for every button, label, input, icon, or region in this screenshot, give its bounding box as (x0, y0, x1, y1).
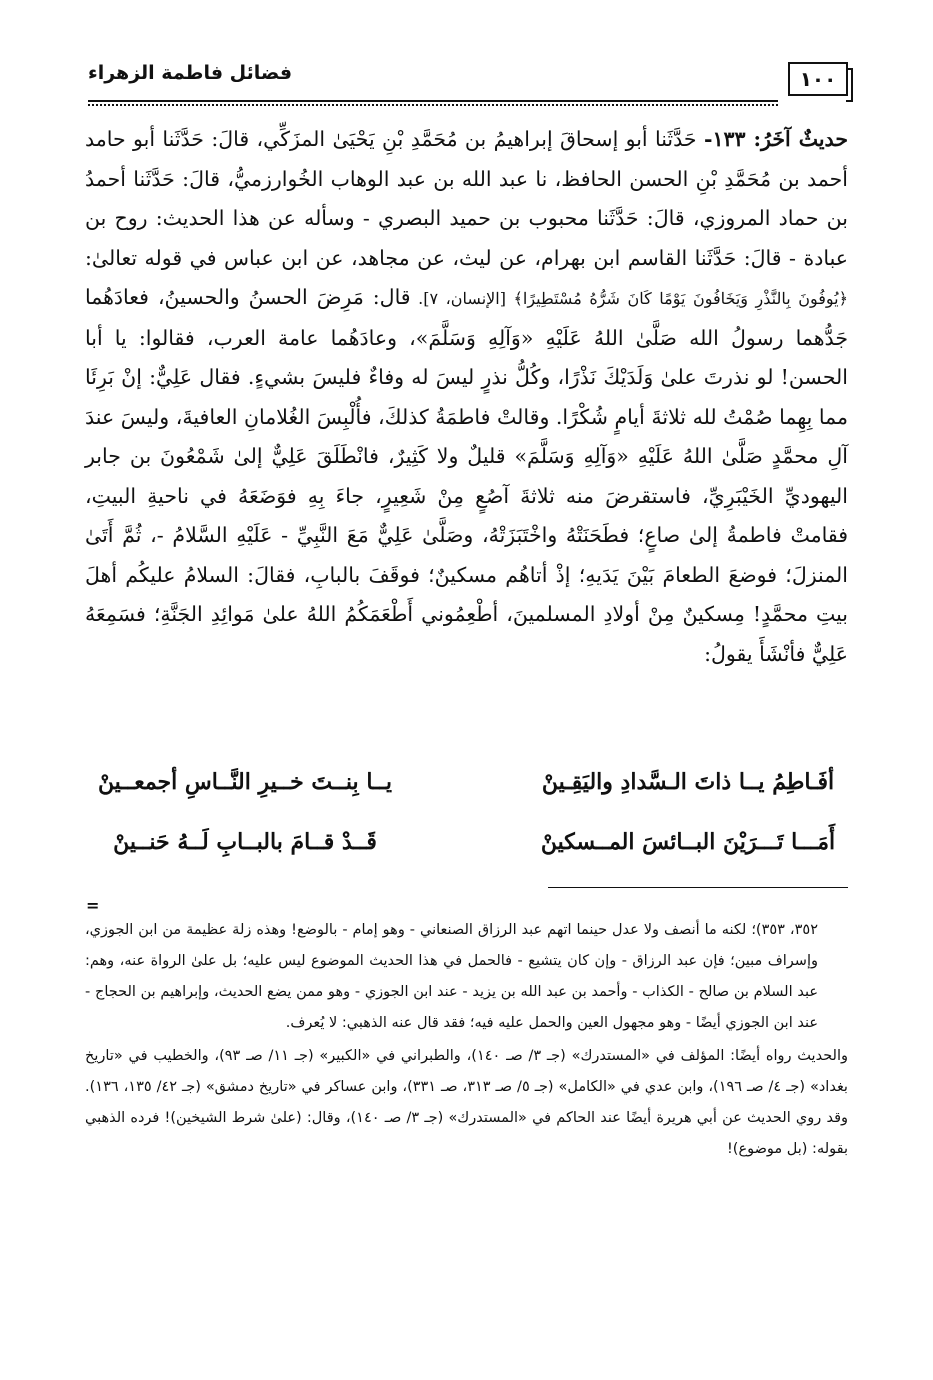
poem-hemistich-first: أفَـاطِمُ يــا ذاتَ الـسَّدادِ واليَقِـينْ (541, 769, 835, 795)
footnotes (85, 915, 848, 1167)
poem-verse (85, 812, 848, 872)
main-text (85, 120, 848, 674)
header-rule (88, 100, 778, 102)
page-header (88, 58, 848, 102)
poem (85, 752, 848, 872)
footnote-continued: ٣٥٢، ٣٥٣)؛ لكنه ما أنصف ولا عدل حينما اتهم عبد الرزاق الصنعاني - وهو إمام - بالوضع! وهذه زلة عظيمة من ابن الجوزي، وإسراف مبين؛ فإن عبد الرزاق - وإن كان يتشيع - فالحمل في هذا الحديث الموضوع ليس عليه؛ بل علىٰ الرواة عنه، وهم: عبد السلام بن صالح - الكذاب - وأحمد بن عبد الله بن يزيد - عند ابن الجوزي - وهو ممن يضع الحديث، وإبراهيم بن الحجاج - عند ابن الجوزي أيضًا - وهو مجهول العين والحمل عليه فيه؛ فقد قال عنه الذهبي: لا يُعرف. (85, 922, 818, 1031)
header-dotted-rule (88, 104, 778, 106)
quran-verse: ﴿يُوفُونَ بِالنَّذْرِ وَيَخَافُونَ يَوْمًا كَانَ شَرُّهُ مُسْتَطِيرًا﴾ (513, 289, 848, 308)
quran-reference: [الإنسان، ٧]. (410, 289, 514, 308)
footnote-continuation-mark: = (86, 896, 100, 915)
hadith-paragraph (85, 120, 848, 674)
hadith-lead: حديثٌ آخَرُ: ١٣٣- (703, 127, 848, 151)
hadith-isnad: حَدَّثَنا أبو إسحاقَ إبراهيمُ بن مُحَمَّدِ بْنِ يَحْيَىٰ المزَكِّي، قالَ: حَدَّثَنا أبو حامد أحمد بن مُحَمَّدِ بْنِ الحسن الحافظ، نا عبد الله بن عبد الوهاب الخُوارزميُّ، قالَ: حَدَّثَنا أحمدُ بن حماد المروزي، قالَ: حَدَّثَنا محبوب بن حميد البصري - وسأله عن هذا الحديث: روح بن عبادة - قالَ: حَدَّثَنا القاسم ابن بهرام، عن ليث، عن مجاهد، عن ابن عباس في قوله تعالىٰ: (85, 127, 848, 270)
poem-verse (85, 752, 848, 812)
footnote-sources: والحديث رواه أيضًا: المؤلف في «المستدرك» (جـ ٣/ صـ ١٤٠)، والطبراني في «الكبير» (جـ ١١/ صـ ٩٣)، والخطيب في «تاريخ بغداد» (جـ ٤/ صـ ١٩٦)، وابن عدي في «الكامل» (جـ ٥/ صـ ٣١٣، صـ ٣٣١)، وابن عساكر في «تاريخ دمشق» (جـ ٤٢/ ١٣٥، ١٣٦). وقد روي الحديث عن أبي هريرة أيضًا عند الحاكم في «المستدرك» (جـ ٣/ صـ ١٤٠)، وقال: (علىٰ شرط الشيخين)! فرده الذهبي بقوله: (بل موضوع)! (85, 1048, 849, 1157)
poem-hemistich-second: قَــدْ قــامَ بالبــابِ لَــهُ حَنــينْ (113, 829, 377, 855)
poem-hemistich-first: أَمَـــا تَـــرَيْنَ البــائسَ المــسكينْ (540, 829, 836, 855)
page-number: ١٠٠ (788, 62, 848, 96)
footnote-separator (548, 887, 848, 888)
book-title: فضائل فاطمة الزهراء (88, 62, 293, 84)
poem-hemistich-second: يــا بِنــتَ خــيرِ النَّــاسِ أجمعــينْ (97, 769, 393, 795)
hadith-matn: قال: مَرِضَ الحسنُ والحسينُ، فعادَهُما جَدُّهما رسولُ الله صَلَّىٰ اللهُ عَلَيْهِ «وَآلِهِ وَسَلَّمَ»، وعادَهُما عامة العرب، فقالوا: يا أبا الحسن! لو نذرتَ علىٰ وَلَدَيْكَ نَذْرًا، وكُلُّ نذرٍ ليسَ له وفاءٌ فليسَ بشيءٍ. فقال عَلِيٌّ: إنْ بَرِئَا مما بِهِما صُمْتُ لله ثلاثةَ أيامٍ شُكْرًا. وقالتْ فاطمَةُ كذلكَ، فأُلْبِسَ الغُلامانِ العافيةَ، وليسَ عندَ آلِ محمَّدٍ صَلَّىٰ اللهُ عَلَيْهِ «وَآلِهِ وَسَلَّمَ» قليلٌ ولا كَثِيرٌ، فانْطَلَقَ عَلِيٌّ إلىٰ شَمْعُونَ بن جابر اليهوديِّ الخَيْبَرِيِّ، فاستقرضَ منه ثلاثةَ آصُعٍ مِنْ شَعِيرٍ، جاءَ بِهِ فوَضَعَهُ في ناحيةِ البيتِ، فقامتْ فاطمةُ إلىٰ صاعٍ؛ فطَحَنَتْهُ واخْتَبَزَتْهُ، وصَلَّىٰ عَلِيٌّ مَعَ النَّبِيِّ - عَلَيْهِ السَّلامُ -، ثُمَّ أَتَىٰ المنزلَ؛ فوضعَ الطعامَ بَيْنَ يَدَيهِ؛ إذْ أتاهُم مسكينٌ؛ فوقَفَ بالبابِ، فقالَ: السلامُ عليكُم أهلَ بيتِ محمَّدٍ! مِسكينٌ مِنْ أولادِ المسلمينَ، أطْعِمُوني أَطْعَمَكُمُ اللهُ علىٰ مَوائِدِ الجَنَّةِ؛ فسَمِعَهُ عَلِيٌّ فأنْشَأَ يقولُ: (85, 285, 848, 666)
